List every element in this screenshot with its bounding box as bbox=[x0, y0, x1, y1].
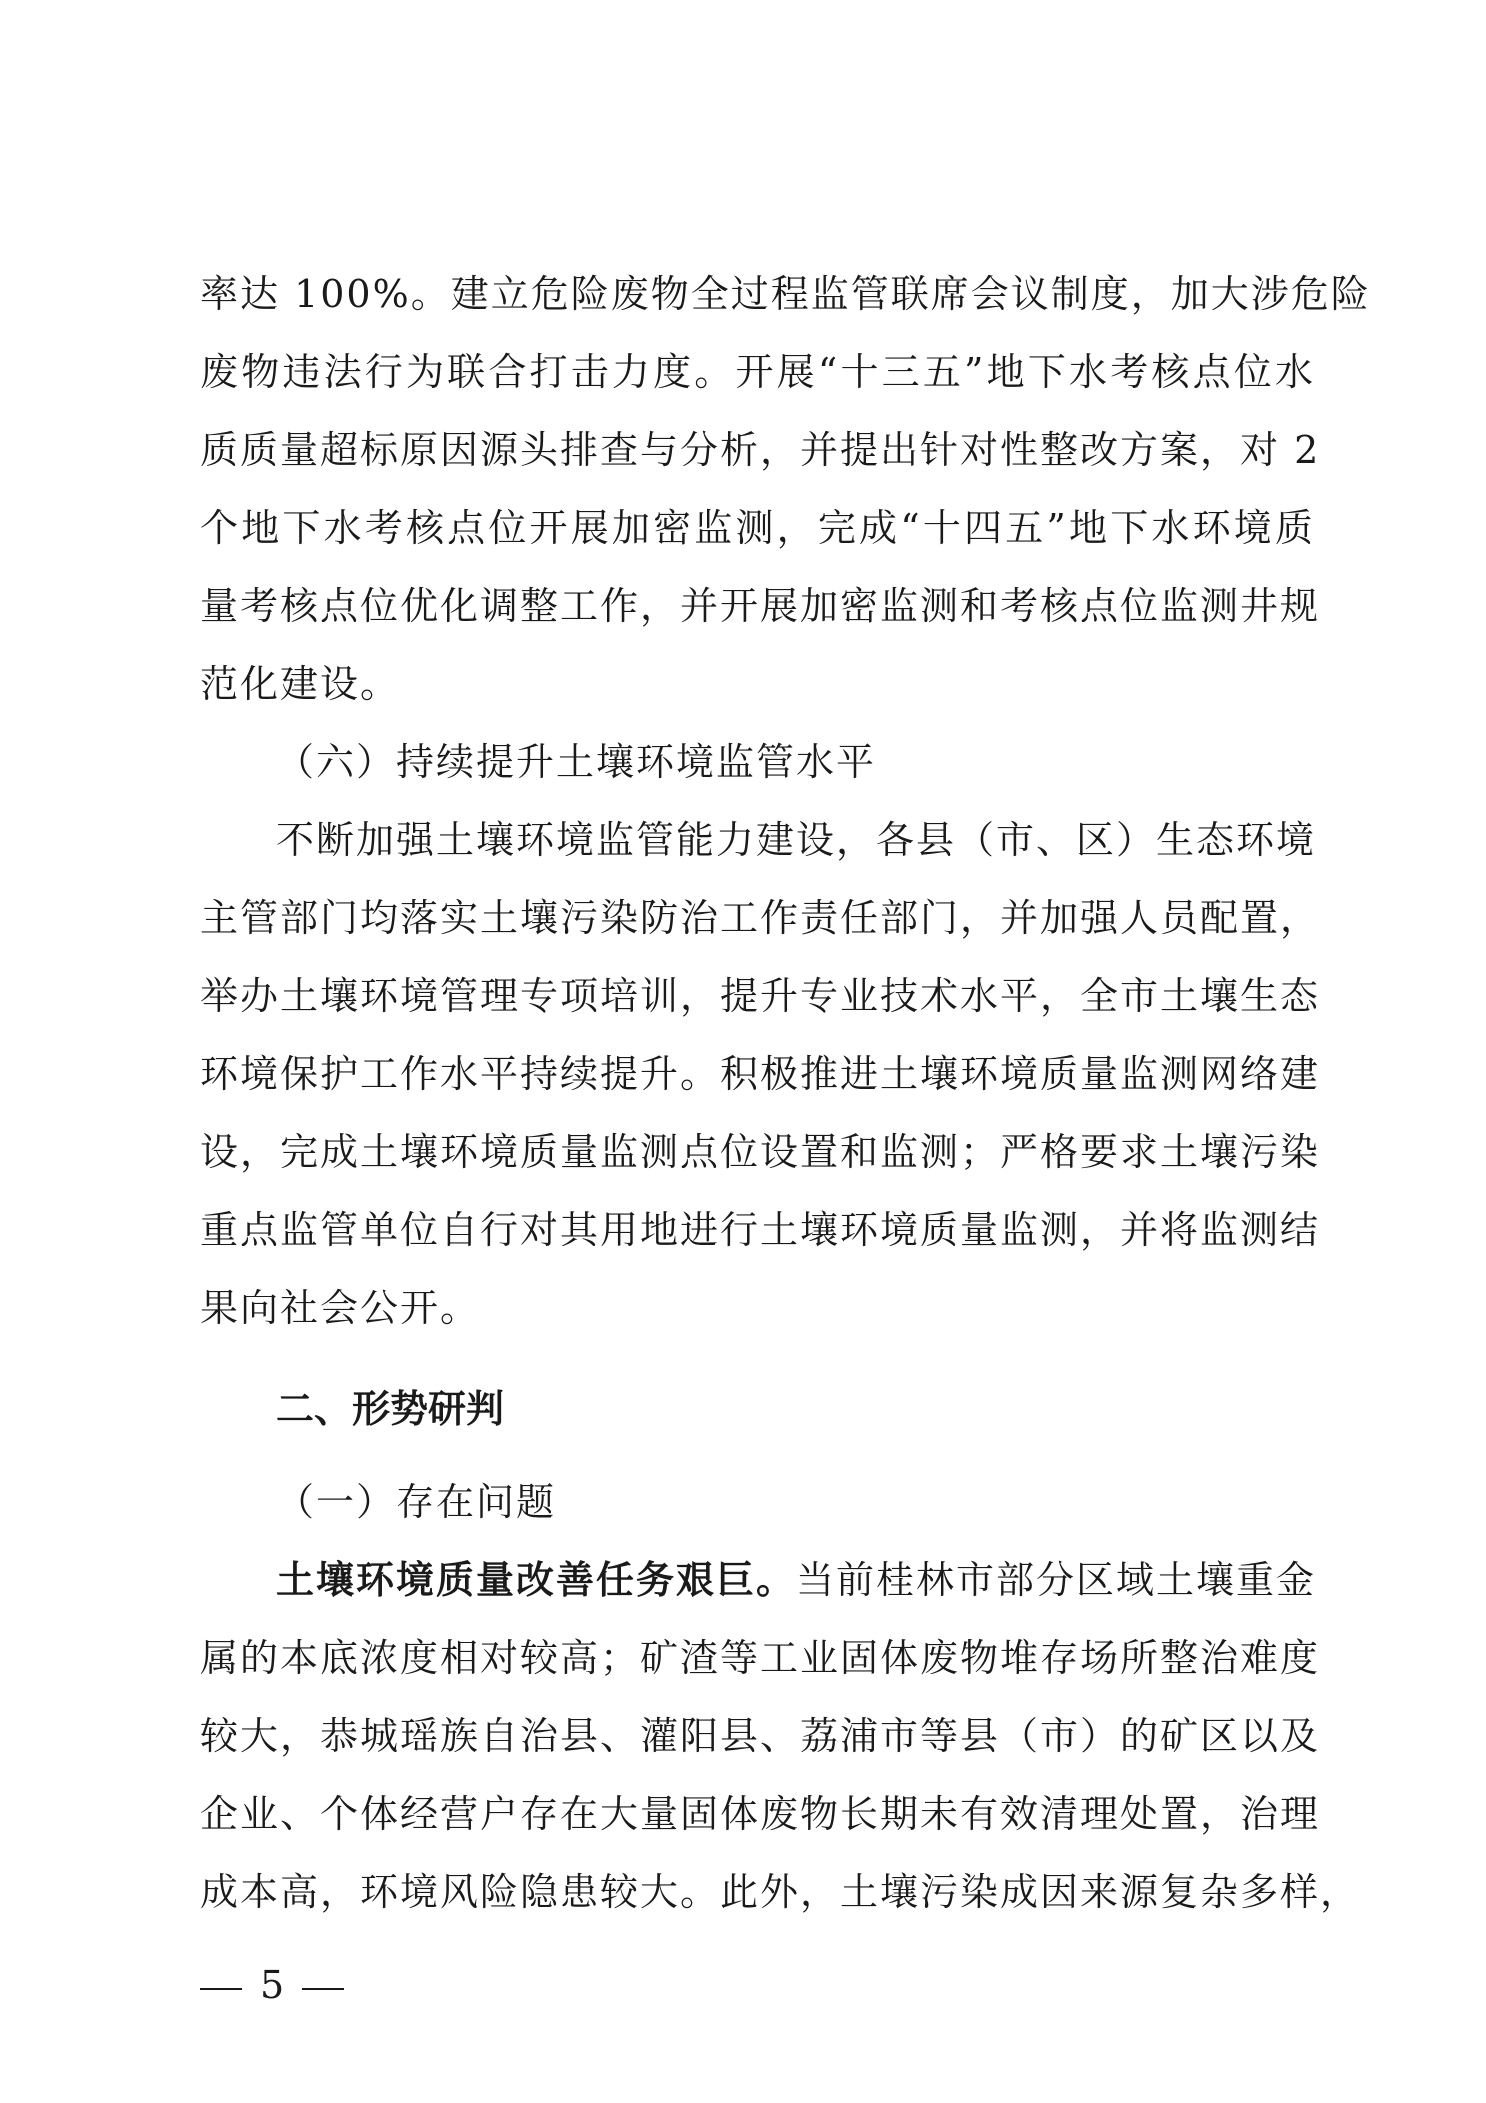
text-line: 属的本底浓度相对较高；矿渣等工业固体废物堆存场所整治难度 bbox=[200, 1636, 1321, 1680]
dash-left bbox=[200, 1988, 242, 1990]
bold-lead-sentence: 土壤环境质量改善任务艰巨。 bbox=[276, 1558, 797, 1602]
text-line: 设，完成土壤环境质量监测点位设置和监测；严格要求土壤污染 bbox=[200, 1130, 1321, 1174]
text-line: 主管部门均落实土壤污染防治工作责任部门，并加强人员配置， bbox=[200, 896, 1321, 940]
section-heading-soil-supervision: （六）持续提升土壤环境监管水平 bbox=[276, 740, 877, 784]
text-line: 不断加强土壤环境监管能力建设，各县（市、区）生态环境 bbox=[276, 818, 1317, 862]
page-number-footer bbox=[200, 1955, 344, 2015]
text-line: 较大，恭城瑶族自治县、灌阳县、荔浦市等县（市）的矿区以及 bbox=[200, 1714, 1321, 1758]
text-line: 企业、个体经营户存在大量固体废物长期未有效清理处置，治理 bbox=[200, 1792, 1321, 1836]
text-line: 率达 100%。建立危险废物全过程监管联席会议制度，加大涉危险 bbox=[200, 272, 1371, 316]
text-run: 当前桂林市部分区域土壤重金 bbox=[796, 1558, 1317, 1602]
text-line: 成本高，环境风险隐患较大。此外，土壤污染成因来源复杂多样， bbox=[200, 1870, 1361, 1914]
text-line: 量考核点位优化调整工作，并开展加密监测和考核点位监测井规 bbox=[200, 584, 1321, 628]
page-number: 5 bbox=[260, 1963, 285, 2007]
text-line: 范化建设。 bbox=[200, 662, 401, 706]
text-line: 环境保护工作水平持续提升。积极推进土壤环境质量监测网络建 bbox=[200, 1052, 1321, 1096]
text-line-first bbox=[200, 1541, 1315, 1619]
text-line: 个地下水考核点位开展加密监测，完成“十四五”地下水环境质 bbox=[200, 506, 1315, 550]
paragraph-soil-quality-task bbox=[200, 1541, 1361, 1931]
paragraph-soil-supervision bbox=[200, 801, 1321, 1347]
text-line: 重点监管单位自行对其用地进行土壤环境质量监测，并将监测结 bbox=[200, 1208, 1321, 1252]
text-line: 举办土壤环境管理专项培训，提升专业技术水平，全市土壤生态 bbox=[200, 974, 1321, 1018]
chapter-heading-situation-analysis: 二、形势研判 bbox=[276, 1387, 505, 1431]
text-line: 质质量超标原因源头排查与分析，并提出针对性整改方案，对 2 bbox=[200, 428, 1321, 472]
subsection-heading-problems: （一）存在问题 bbox=[276, 1480, 557, 1524]
paragraph-hazardous-waste bbox=[200, 255, 1371, 723]
document-body bbox=[200, 255, 1371, 1931]
text-line: 果向社会公开。 bbox=[200, 1286, 481, 1330]
dash-right bbox=[302, 1988, 344, 1990]
text-line: 废物违法行为联合打击力度。开展“十三五”地下水考核点位水 bbox=[200, 350, 1315, 394]
